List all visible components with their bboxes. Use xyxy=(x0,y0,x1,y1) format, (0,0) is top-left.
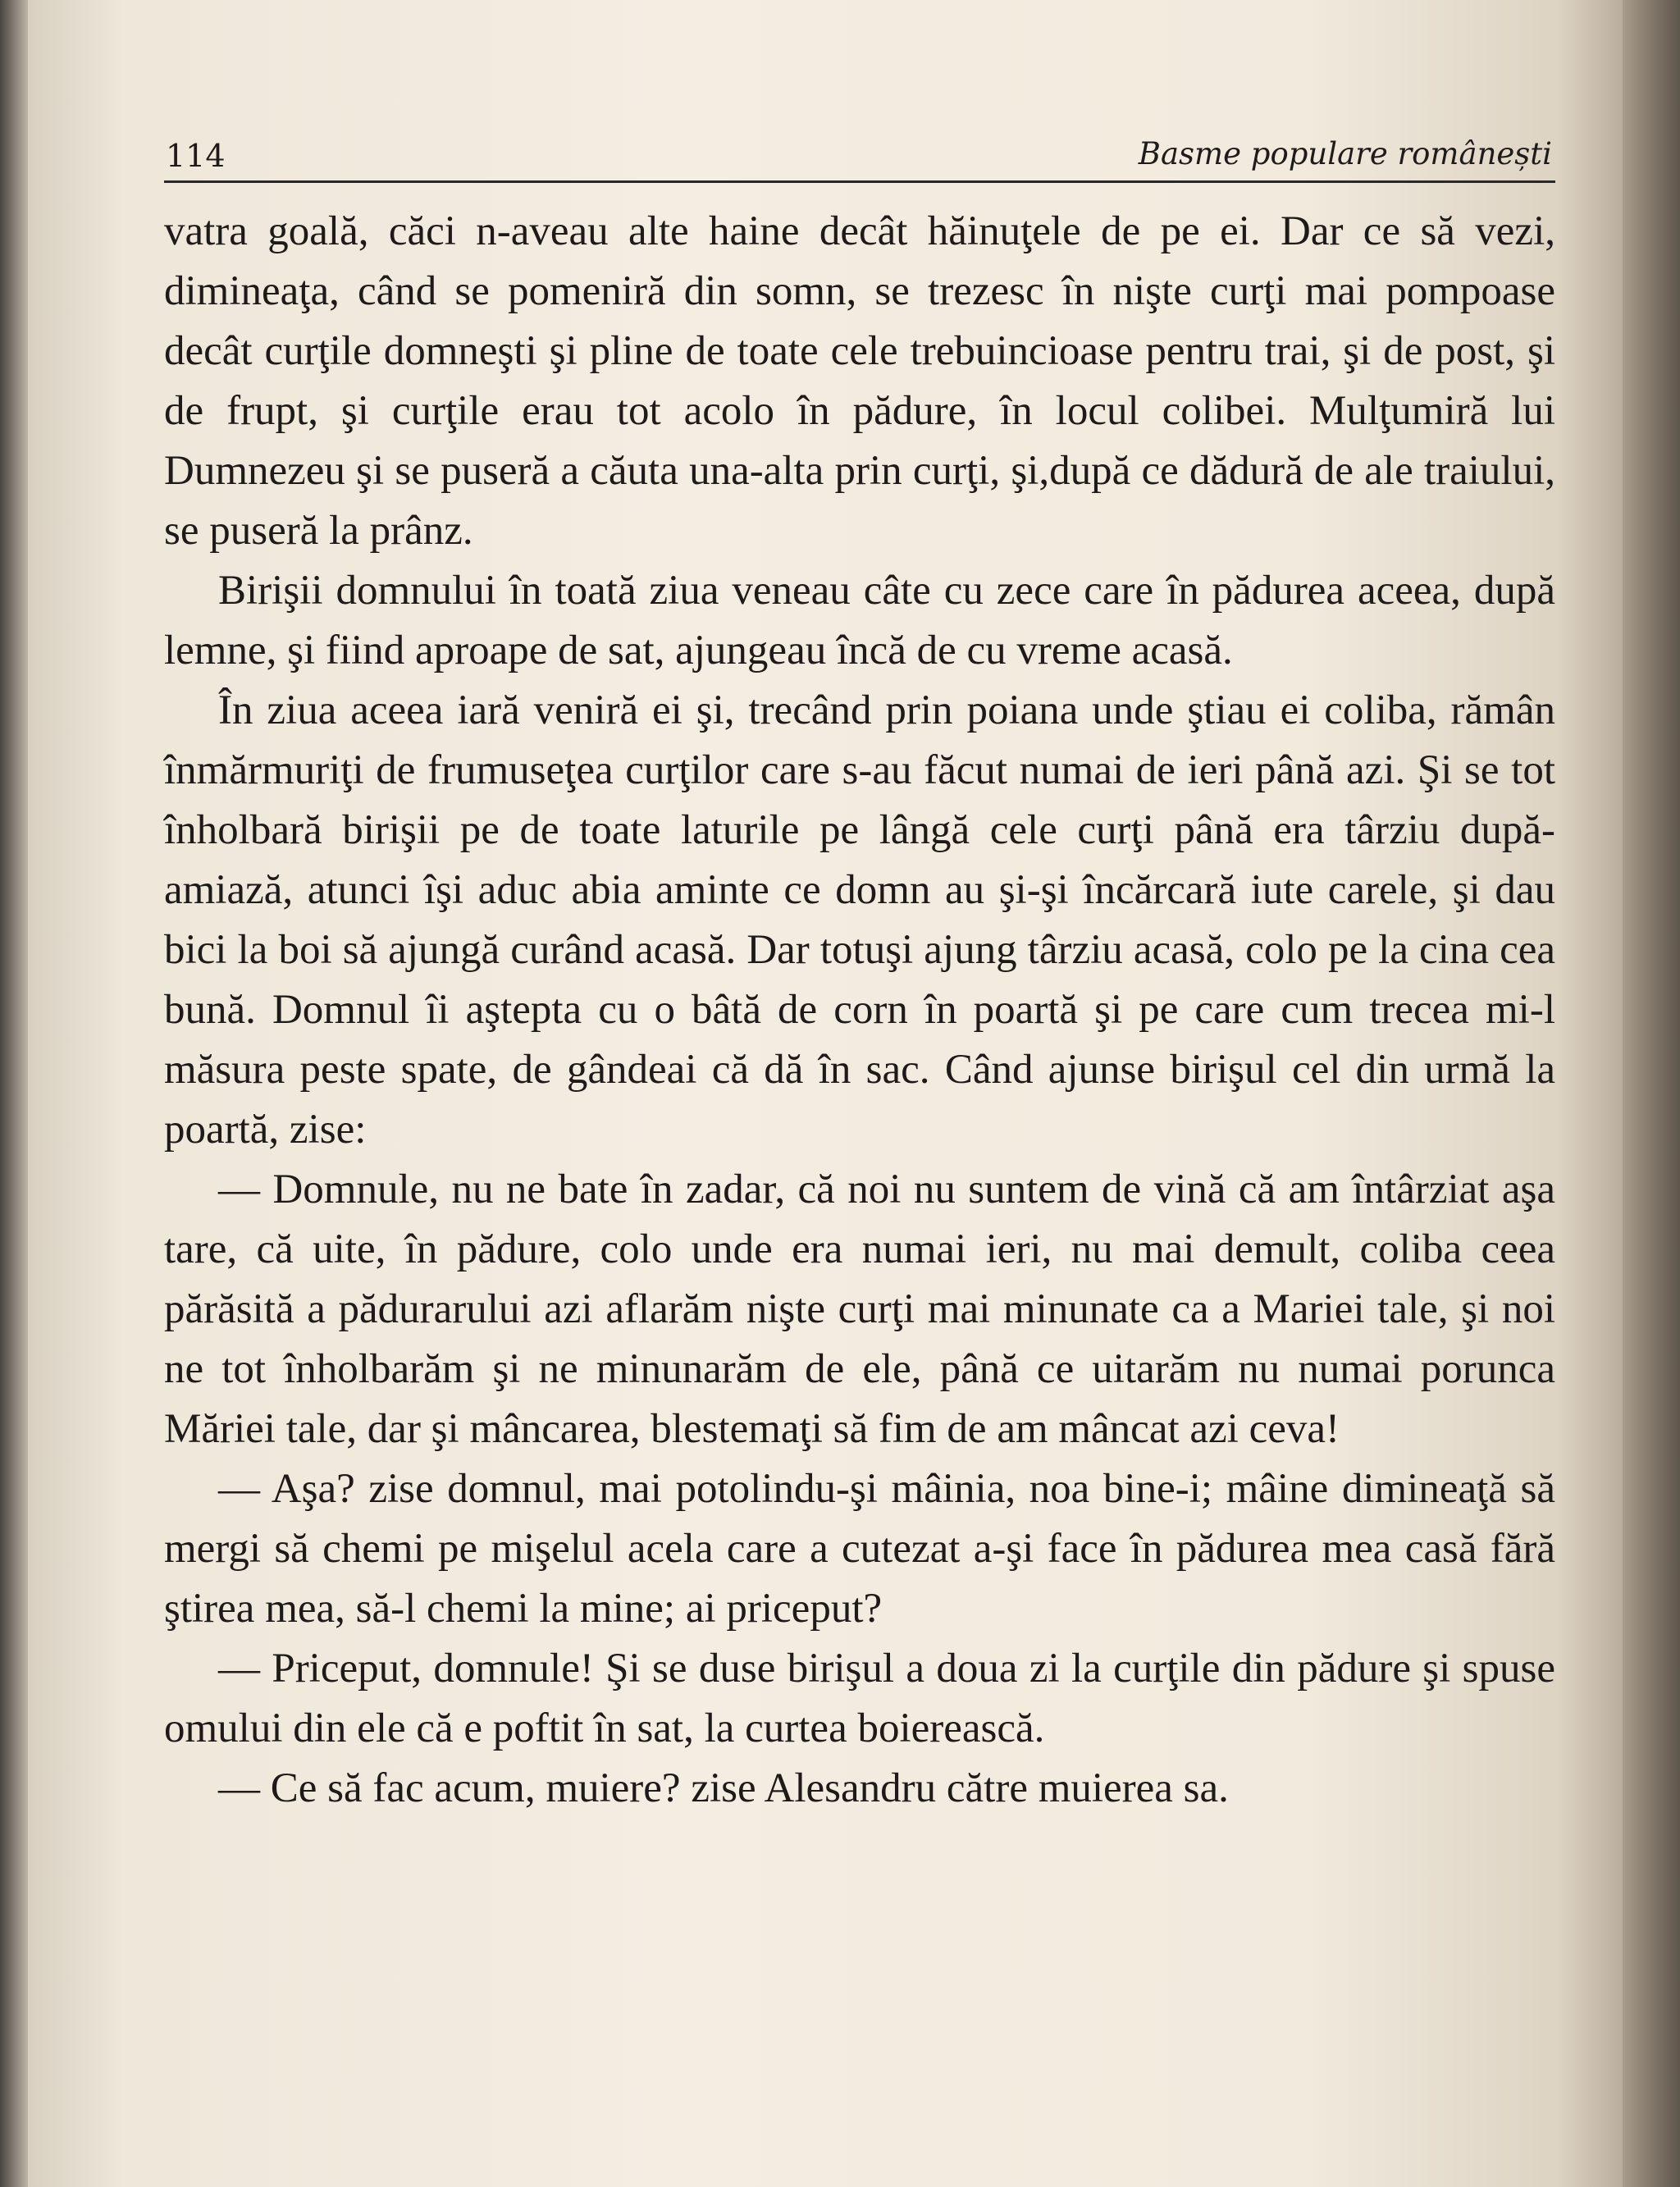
paragraph-3: În ziua aceea iară veniră ei şi, trecând prin poiana unde ştiau ei coliba, rămân înmărmuriţi de frumuseţea curţilor care s-au făcut numai de ieri până azi. Şi se tot înholbară birişii pe de toate laturile pe lângă cele curţi până era târziu după-amiază, atunci îşi aduc abia aminte ce domn au şi-şi încărcară iute carele, şi dau bici la boi să ajungă curând acasă. Dar totuşi ajung târziu acasă, colo pe la cina cea bună. Domnul îi aştepta cu o bâtă de corn în poartă şi pe care cum trecea mi-l măsura peste spate, de gândeai că dă în sac. Când ajunse birişul cel din urmă la poartă, zise: xyxy=(164,687,1555,1153)
paragraph-2: Birişii domnului în toată ziua veneau câte cu zece care în pădurea aceea, după lemne, şi fiind aproape de sat, ajungeau încă de cu vreme acasă. xyxy=(164,568,1555,673)
page-header xyxy=(164,131,1555,183)
paragraph-7: — Ce să fac acum, muiere? zise Alesandru către muierea sa. xyxy=(218,1765,1229,1811)
body-text xyxy=(164,202,1555,1819)
page-number: 114 xyxy=(166,138,226,174)
paragraph-4: — Domnule, nu ne bate în zadar, că noi nu suntem de vină că am întârziat aşa tare, că uite, în pădure, colo unde era numai ieri, nu mai demult, coliba ceea părăsită a pădurarului azi aflarăm nişte curţi mai minunate ca a Mariei tale, şi noi ne tot înholbarăm şi ne minunarăm de ele, până ce uitarăm nu numai porunca Măriei tale, dar şi mâncarea, blestemaţi să fim de am mâncat azi ceva! xyxy=(164,1167,1555,1452)
paragraph-6: — Priceput, domnule! Şi se duse birişul a doua zi la curţile din pădure şi spuse omului din ele că e poftit în sat, la curtea boierească. xyxy=(164,1646,1555,1751)
paragraph-1: vatra goală, căci n-aveau alte haine decât hăinuţele de pe ei. Dar ce să vezi, dimineaţa, când se pomeniră din somn, se trezesc în nişte curţi mai pompoase decât curţile domneşti şi pline de toate cele trebuincioase pentru trai, şi de post, şi de frupt, şi curţile erau tot acolo în pădure, în locul colibei. Mulţumiră lui Dumnezeu şi se puseră a căuta una-alta prin curţi, şi,după ce dădură de ale traiului, se puseră la prânz. xyxy=(164,208,1555,554)
book-right-edge xyxy=(1623,0,1680,2187)
paragraph-5: — Aşa? zise domnul, mai potolindu-şi mâinia, noa bine-i; mâine dimineaţă să mergi să chemi pe mişelul acela care a cutezat a-şi face în pădurea mea casă fără ştirea mea, să-l chemi la mine; ai priceput? xyxy=(164,1466,1555,1632)
book-left-edge xyxy=(0,0,28,2187)
running-head: Basme populare românești xyxy=(1138,136,1552,171)
